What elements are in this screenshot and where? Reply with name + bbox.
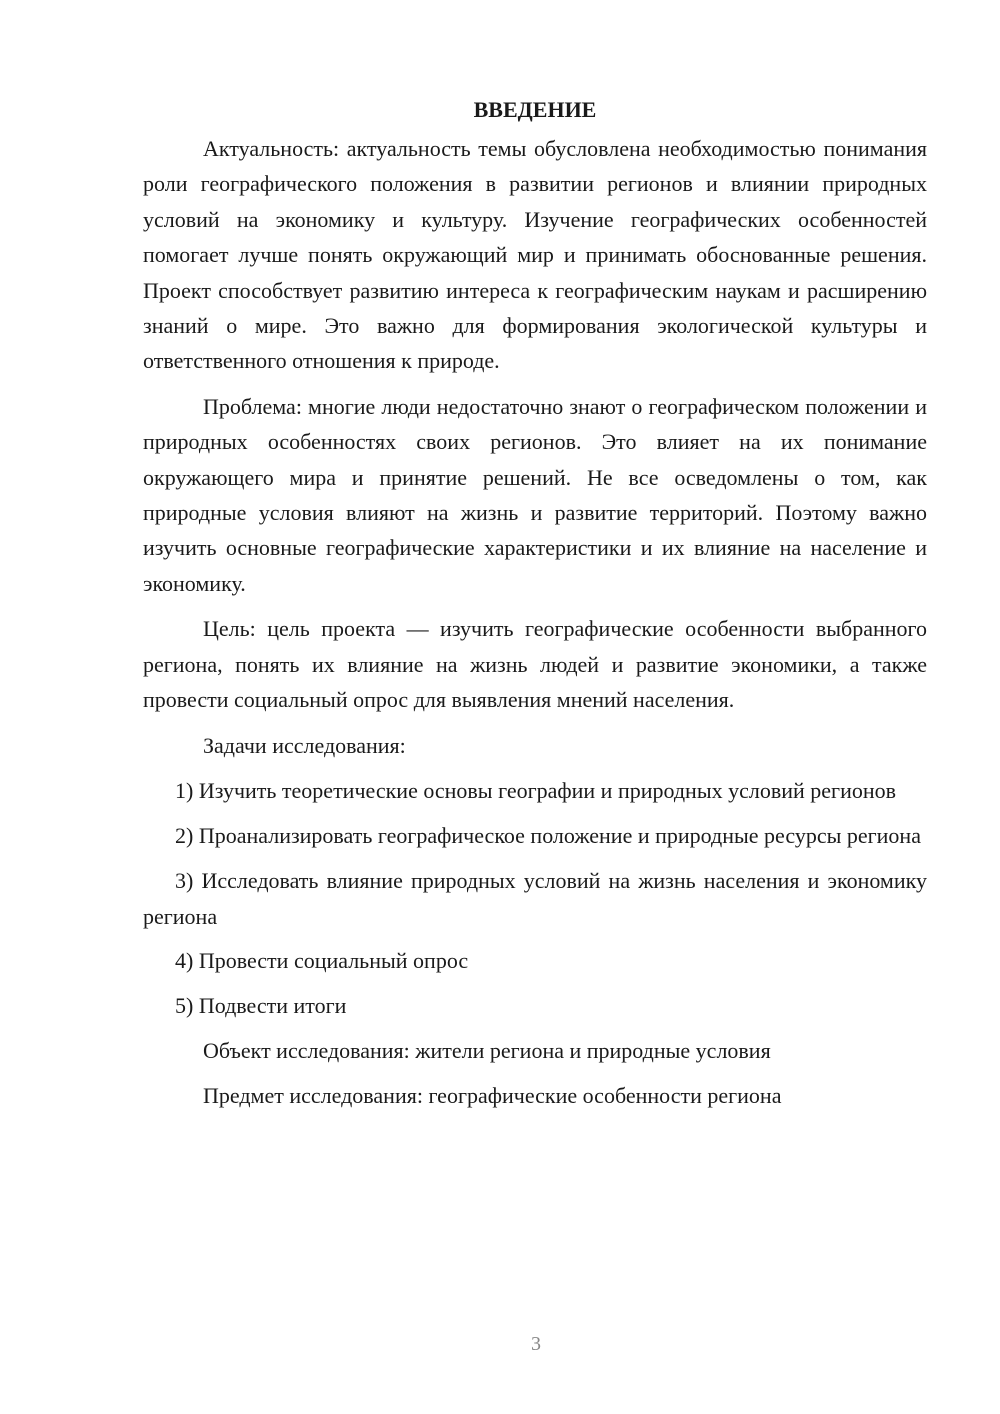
task-item-5: 5) Подвести итоги <box>175 992 347 1018</box>
task-item-2: 2) Проанализировать географическое положение и природные ресурсы региона <box>175 822 921 848</box>
task-item-4: 4) Провести социальный опрос <box>175 948 469 974</box>
goal-paragraph: Цель: цель проекта — изучить географические особенности выбранного региона, понять их влияние на жизнь людей и развитие экономики, а также провести социальный опрос для выявления мнений населения. <box>143 616 927 713</box>
page-number: 3 <box>531 1333 541 1355</box>
task-item-3: 3) Исследовать влияние природных условий на жизнь населения и экономику региона <box>143 868 927 929</box>
research-object: Объект исследования: жители региона и природные условия <box>203 1037 771 1063</box>
document-page <box>143 92 927 1113</box>
research-subject: Предмет исследования: географические особенности региона <box>203 1082 782 1108</box>
relevance-paragraph: Актуальность: актуальность темы обусловлена необходимостью понимания роли географического положения в развитии регионов и влиянии природных условий на экономику и культуру. Изучение географических особенностей помогает лучше понять окружающий мир и принимать обоснованные решения. Проект способствует развитию интереса к географическим наукам и расширению знаний о мире. Это важно для формирования экологической культуры и ответственного отношения к природе. <box>143 136 927 374</box>
problem-paragraph: Проблема: многие люди недостаточно знают о географическом положении и природных особенностях своих регионов. Это влияет на их понимание окружающего мира и принятие решений. Не все осведомлены о том, как природные условия влияют на жизнь и развитие территорий. Поэтому важно изучить основные географические характеристики и их влияние на население и экономику. <box>143 393 927 596</box>
tasks-heading: Задачи исследования: <box>203 732 406 758</box>
task-item-1: 1) Изучить теоретические основы географии и природных условий регионов <box>175 777 897 803</box>
document-title: ВВЕДЕНИЕ <box>473 97 597 122</box>
